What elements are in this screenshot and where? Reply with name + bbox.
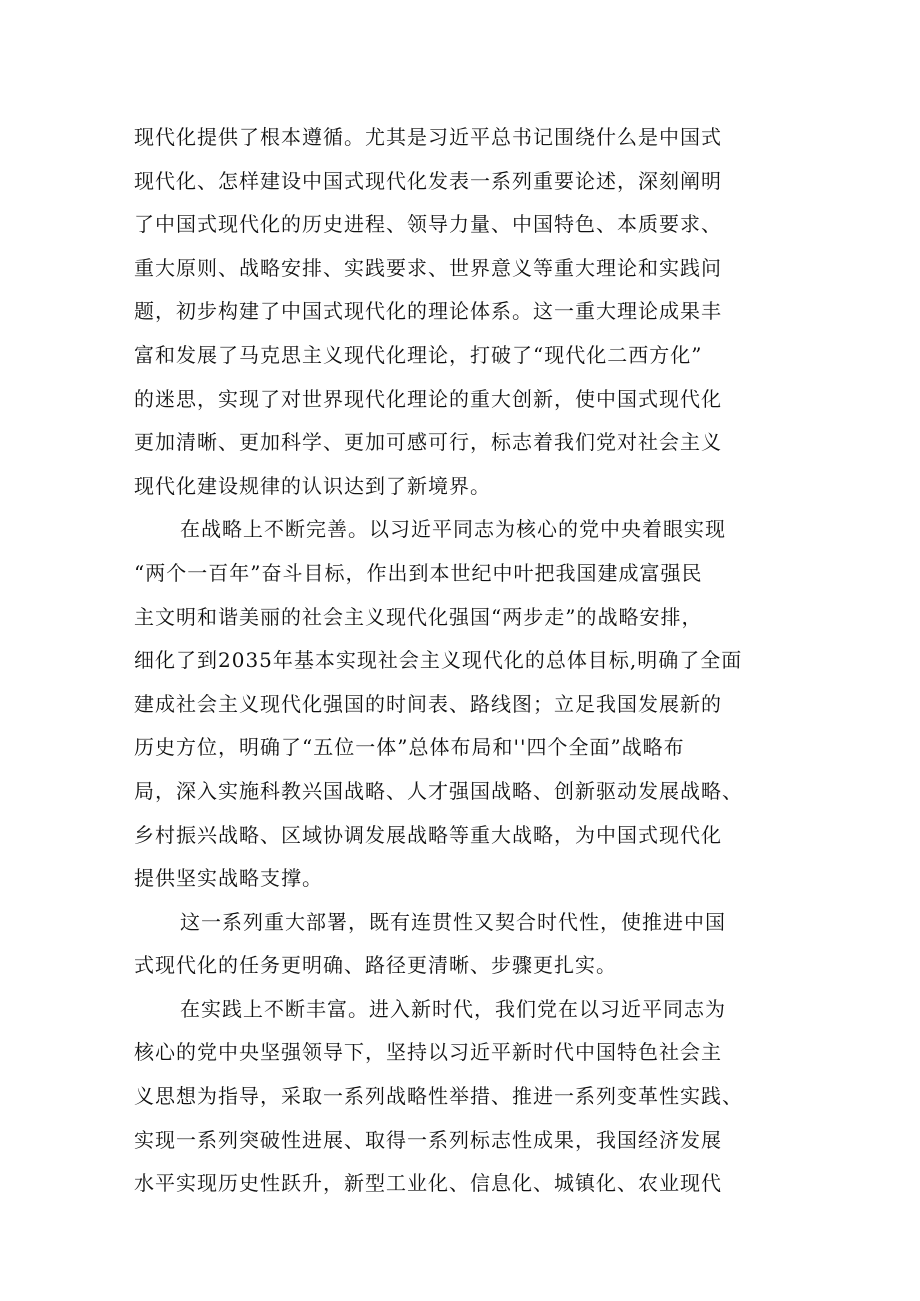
text-line: 现代化建设规律的认识达到了新境界。: [134, 473, 491, 498]
text-line: 了中国式现代化的历史进程、领导力量、中国特色、本质要求、: [134, 212, 722, 237]
text-line: 在实践上不断丰富。进入新时代，我们党在以习近平同志为: [180, 996, 726, 1021]
text-line: 的迷思，实现了对世界现代化理论的重大创新，使中国式现代化: [134, 386, 722, 411]
text-line: 现代化、怎样建设中国式现代化发表一系列重要论述，深刻阐明: [134, 168, 722, 193]
text-line: 水平实现历史性跃升，新型工业化、信息化、城镇化、农业现代: [134, 1171, 722, 1196]
text-line: 更加清晰、更加科学、更加可感可行，标志着我们党对社会主义: [134, 430, 722, 455]
text-line: “两个一百年”奋斗目标，作出到本世纪中叶把我国建成富强民: [134, 560, 703, 585]
text-line: 题，初步构建了中国式现代化的理论体系。这一重大理论成果丰: [134, 299, 722, 324]
text-line: 这一系列重大部署，既有连贯性又契合时代性，使推进中国: [180, 909, 726, 934]
text-line: 细化了到2035年基本实现社会主义现代化的总体目标,明确了全面: [134, 648, 743, 673]
text-line: 在战略上不断完善。以习近平同志为核心的党中央着眼实现: [180, 517, 726, 542]
text-line: 核心的党中央坚强领导下，坚持以习近平新时代中国特色社会主: [134, 1040, 722, 1065]
text-line: 历史方位，明确了“五位一体”总体布局和''四个全面”战略布: [134, 735, 685, 760]
text-line: 建成社会主义现代化强国的时间表、路线图；立足我国发展新的: [134, 691, 722, 716]
text-line: 式现代化的任务更明确、路径更清晰、步骤更扎实。: [134, 953, 617, 978]
text-line: 实现一系列突破性进展、取得一系列标志性成果，我国经济发展: [134, 1127, 722, 1152]
text-line: 乡村振兴战略、区域协调发展战略等重大战略，为中国式现代化: [134, 822, 722, 847]
text-line: 义思想为指导，采取一系列战略性举措、推进一系列变革性实践、: [134, 1084, 743, 1109]
document-body: [134, 116, 794, 1206]
text-line: 提供坚实战略支撑。: [134, 866, 323, 891]
text-line: 主文明和谐美丽的社会主义现代化强国“两步走”的战略安排，: [134, 604, 703, 629]
text-line: 局，深入实施科教兴国战略、人才强国战略、创新驱动发展战略、: [134, 778, 743, 803]
text-line: 现代化提供了根本遵循。尤其是习近平总书记围绕什么是中国式: [134, 125, 722, 149]
text-line: 重大原则、战略安排、实践要求、世界意义等重大理论和实践问: [134, 255, 722, 280]
text-line: 富和发展了马克思主义现代化理论，打破了“现代化二西方化”: [134, 342, 703, 367]
